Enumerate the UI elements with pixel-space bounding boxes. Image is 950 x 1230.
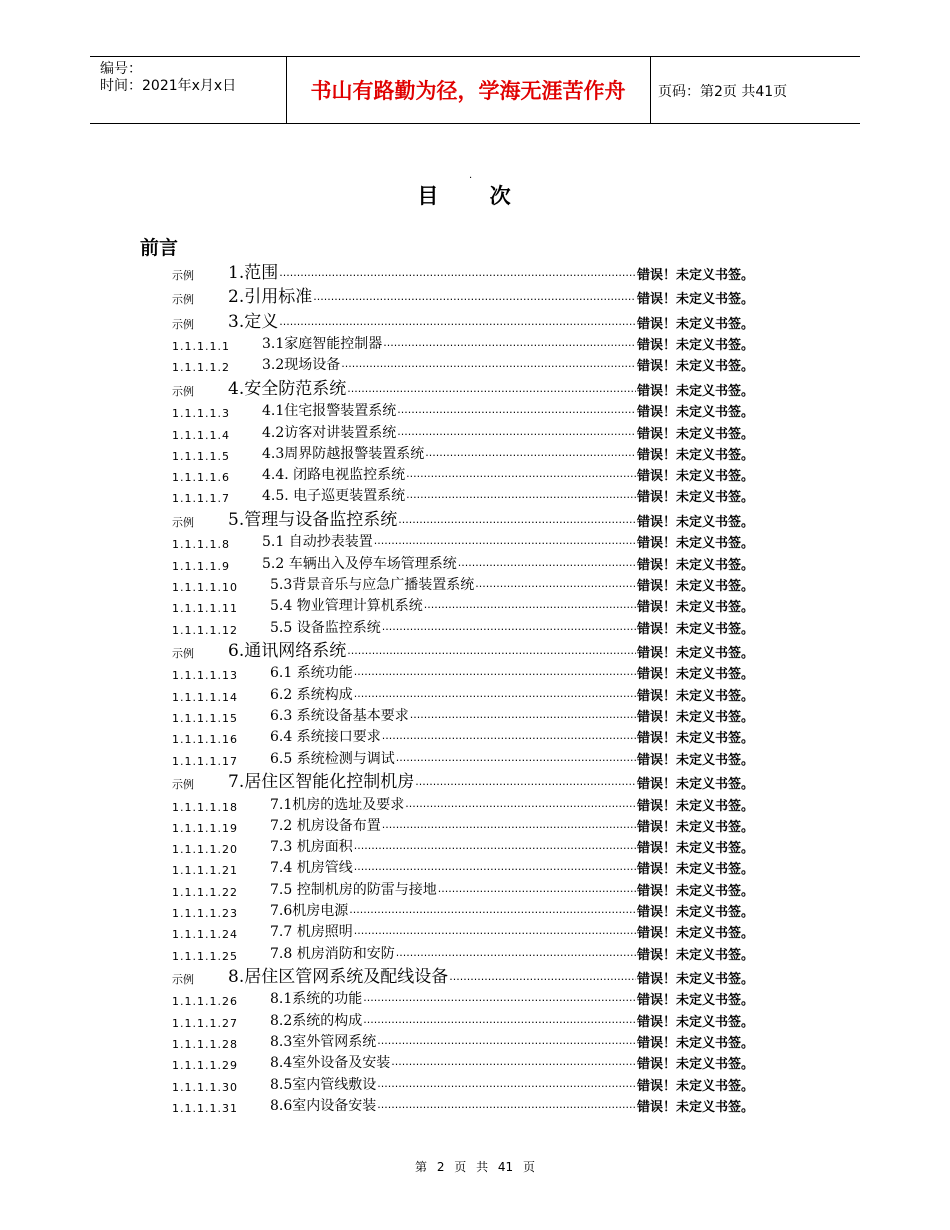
toc-entry-number: 1.1.1.1.1 xyxy=(172,340,230,354)
toc-entry-number: 1.1.1.1.23 xyxy=(172,906,238,920)
toc-entry-number: 1.1.1.1.31 xyxy=(172,1101,238,1115)
toc-entry-title: 2.引用标准 xyxy=(228,287,313,308)
toc-entry-title: 7.2 机房设备布置 xyxy=(270,817,381,834)
toc-entry-title: 8.6室内设备安装 xyxy=(270,1097,377,1114)
toc-leader-dots xyxy=(341,357,636,371)
toc-entry-number: 1.1.1.1.19 xyxy=(172,821,238,835)
toc-entry-error: 错误！未定义书签。 xyxy=(637,819,755,835)
toc-leader-dots xyxy=(406,467,636,481)
toc-leader-dots xyxy=(363,991,636,1005)
toc-entry-number: 1.1.1.1.26 xyxy=(172,995,238,1009)
toc-leader-dots xyxy=(347,382,636,396)
toc-entry-title: 8.4室外设备及安装 xyxy=(270,1055,391,1072)
toc-leader-dots xyxy=(349,903,636,917)
toc-entry-error: 错误！未定义书签。 xyxy=(637,578,755,594)
toc-entry[interactable] xyxy=(172,768,782,793)
toc-entry[interactable] xyxy=(172,594,782,615)
toc-entry-number: 1.1.1.1.7 xyxy=(172,492,230,506)
toc-entry[interactable] xyxy=(172,442,782,463)
toc-leader-dots xyxy=(425,446,636,460)
toc-entry-title: 3.2现场设备 xyxy=(262,357,341,374)
toc-entry[interactable] xyxy=(172,484,782,505)
toc-entry[interactable] xyxy=(172,374,782,399)
toc-entry-number: 1.1.1.1.2 xyxy=(172,361,230,375)
toc-entry-number: 1.1.1.1.20 xyxy=(172,843,238,857)
toc-leader-dots xyxy=(354,839,636,853)
toc-entry[interactable] xyxy=(172,835,782,856)
toc-entry[interactable] xyxy=(172,615,782,636)
toc-entry[interactable] xyxy=(172,637,782,662)
toc-leader-dots xyxy=(396,946,636,960)
toc-entry[interactable] xyxy=(172,1051,782,1072)
toc-entry-number: 1.1.1.1.21 xyxy=(172,864,238,878)
toc-entry-number: 1.1.1.1.5 xyxy=(172,449,230,463)
toc-entry[interactable] xyxy=(172,1072,782,1093)
toc-entry[interactable] xyxy=(172,920,782,941)
toc-entry-number: 示例 xyxy=(172,293,194,307)
toc-entry[interactable] xyxy=(172,530,782,551)
toc-entry-title: 5.2 车辆出入及停车场管理系统 xyxy=(262,555,457,572)
toc-entry[interactable] xyxy=(172,792,782,813)
toc-entry-title: 4.3周界防越报警装置系统 xyxy=(262,445,425,462)
toc-entry-error: 错误！未定义书签。 xyxy=(637,557,755,573)
toc-entry[interactable] xyxy=(172,399,782,420)
toc-entry[interactable] xyxy=(172,1030,782,1051)
toc-leader-dots xyxy=(377,1098,636,1112)
toc-leader-dots xyxy=(354,687,636,701)
toc-entry-error: 错误！未定义书签。 xyxy=(637,536,755,552)
toc-leader-dots xyxy=(354,924,636,938)
toc-entry[interactable] xyxy=(172,877,782,898)
toc-entry-error: 错误！未定义书签。 xyxy=(637,731,755,747)
toc-entry-title: 5.管理与设备监控系统 xyxy=(228,510,398,531)
toc-entry-title: 4.安全防范系统 xyxy=(228,378,347,399)
toc-entry[interactable] xyxy=(172,814,782,835)
toc-entry-title: 6.3 系统设备基本要求 xyxy=(270,708,409,725)
toc-entry-error: 错误！未定义书签。 xyxy=(637,426,755,442)
toc-leader-dots xyxy=(475,577,636,591)
toc-entry-title: 4.5. 电子巡更装置系统 xyxy=(262,488,406,505)
toc-entry[interactable] xyxy=(172,505,782,530)
toc-entry-title: 6.1 系统功能 xyxy=(270,665,353,682)
toc-entry-error: 错误！未定义书签。 xyxy=(637,798,755,814)
toc-entry-title: 7.3 机房面积 xyxy=(270,839,353,856)
toc-leader-dots xyxy=(424,598,636,612)
toc-leader-dots xyxy=(382,818,636,832)
toc-entry-number: 1.1.1.1.15 xyxy=(172,712,238,726)
toc-leader-dots xyxy=(374,534,636,548)
toc-entry-number: 1.1.1.1.12 xyxy=(172,623,238,637)
toc-entry-error: 错误！未定义书签。 xyxy=(637,338,755,354)
toc-entry-number: 示例 xyxy=(172,516,194,530)
toc-title: 目 次 xyxy=(417,183,533,208)
toc-entry-title: 7.4 机房管线 xyxy=(270,860,353,877)
toc-entry-title: 5.3背景音乐与应急广播装置系统 xyxy=(270,576,475,593)
toc-entry-error: 错误！未定义书签。 xyxy=(637,993,755,1009)
toc-entry-number: 1.1.1.1.4 xyxy=(172,428,230,442)
toc-leader-dots xyxy=(363,1013,636,1027)
toc-entry-title: 4.4. 闭路电视监控系统 xyxy=(262,467,406,484)
toc-entry-title: 5.1 自动抄表装置 xyxy=(262,534,373,551)
toc-entry-number: 1.1.1.1.22 xyxy=(172,885,238,899)
toc-entry-title: 3.定义 xyxy=(228,311,279,332)
toc-entry-title: 8.3室外管网系统 xyxy=(270,1034,377,1051)
toc-entry-number: 示例 xyxy=(172,778,194,792)
toc-leader-dots xyxy=(438,882,636,896)
toc-entry[interactable] xyxy=(172,463,782,484)
toc-entry-error: 错误！未定义书签。 xyxy=(637,1078,755,1094)
toc-entry-number: 1.1.1.1.3 xyxy=(172,407,230,421)
toc-leader-dots xyxy=(391,1055,636,1069)
toc-entry-error: 错误！未定义书签。 xyxy=(637,600,755,616)
toc-entry-title: 7.7 机房照明 xyxy=(270,924,353,941)
toc-leader-dots xyxy=(382,729,636,743)
toc-entry-title: 7.6机房电源 xyxy=(270,902,349,919)
toc-leader-dots xyxy=(396,751,636,765)
toc-leader-dots xyxy=(377,1034,636,1048)
toc-leader-dots xyxy=(410,708,636,722)
toc-leader-dots xyxy=(397,425,636,439)
toc-entry[interactable] xyxy=(172,332,782,353)
toc-entry-title: 7.居住区智能化控制机房 xyxy=(228,772,415,793)
toc-entry-number: 示例 xyxy=(172,384,194,398)
preface-heading: 前言 xyxy=(140,237,179,259)
toc-entry-number: 1.1.1.1.10 xyxy=(172,580,238,594)
toc-entry[interactable] xyxy=(172,420,782,441)
toc-entry[interactable] xyxy=(172,682,782,703)
toc-entry-number: 1.1.1.1.28 xyxy=(172,1038,238,1052)
toc-leader-dots xyxy=(279,315,636,329)
toc-entry-number: 示例 xyxy=(172,973,194,987)
toc-entry-title: 8.2系统的构成 xyxy=(270,1012,363,1029)
toc-entry[interactable] xyxy=(172,746,782,767)
toc-entry-error: 错误！未定义书签。 xyxy=(637,752,755,768)
toc-entry-number: 1.1.1.1.16 xyxy=(172,733,238,747)
toc-entry-number: 1.1.1.1.18 xyxy=(172,800,238,814)
toc-entry-title: 6.2 系统构成 xyxy=(270,686,353,703)
toc-entry-number: 1.1.1.1.11 xyxy=(172,602,238,616)
toc-entry-number: 1.1.1.1.9 xyxy=(172,559,230,573)
toc-entry[interactable] xyxy=(172,258,782,283)
toc-entry-number: 1.1.1.1.17 xyxy=(172,754,238,768)
toc-entry-title: 4.2访客对讲装置系统 xyxy=(262,424,397,441)
toc-entry-title: 6.5 系统检测与调试 xyxy=(270,750,395,767)
toc-entry-title: 8.1系统的功能 xyxy=(270,991,363,1008)
toc-entry-title: 5.4 物业管理计算机系统 xyxy=(270,598,423,615)
toc-entry[interactable] xyxy=(172,987,782,1008)
toc-leader-dots xyxy=(406,488,636,502)
toc-entry[interactable] xyxy=(172,963,782,988)
page-header xyxy=(90,56,860,124)
toc-entry-number: 1.1.1.1.14 xyxy=(172,690,238,704)
toc-entry-error: 错误！未定义书签。 xyxy=(637,267,755,283)
toc-entry-number: 1.1.1.1.27 xyxy=(172,1016,238,1030)
toc-leader-dots xyxy=(279,266,636,280)
toc-leader-dots xyxy=(405,797,636,811)
toc-entry-error: 错误！未定义书签。 xyxy=(637,777,755,793)
toc-entry-number: 1.1.1.1.30 xyxy=(172,1080,238,1094)
toc-entry-error: 错误！未定义书签。 xyxy=(637,359,755,375)
toc-entry-error: 错误！未定义书签。 xyxy=(637,383,755,399)
toc-entry-title: 8.5室内管线敷设 xyxy=(270,1076,377,1093)
toc-entry-error: 错误！未定义书签。 xyxy=(637,447,755,463)
toc-entry-error: 错误！未定义书签。 xyxy=(637,926,755,942)
toc-entry-error: 错误！未定义书签。 xyxy=(637,490,755,506)
toc-entry-error: 错误！未定义书签。 xyxy=(637,947,755,963)
toc-entry-error: 错误！未定义书签。 xyxy=(637,292,755,308)
toc-entry-number: 示例 xyxy=(172,317,194,331)
toc-entry[interactable] xyxy=(172,899,782,920)
toc-leader-dots xyxy=(382,620,636,634)
toc-entry-number: 1.1.1.1.6 xyxy=(172,471,230,485)
toc-leader-dots xyxy=(354,860,636,874)
page-footer: 第 2 页 共 41 页 xyxy=(415,1160,535,1174)
date-label: 时间：2021年x月x日 xyxy=(100,78,237,94)
code-label: 编号： xyxy=(100,61,142,77)
toc-leader-dots xyxy=(415,775,636,789)
toc-leader-dots xyxy=(397,403,636,417)
toc-entry-number: 1.1.1.1.13 xyxy=(172,669,238,683)
toc-entry-title: 6.4 系统接口要求 xyxy=(270,729,381,746)
toc-entry-number: 1.1.1.1.8 xyxy=(172,538,230,552)
toc-entry-number: 示例 xyxy=(172,647,194,661)
toc-entry-title: 5.5 设备监控系统 xyxy=(270,619,381,636)
toc-entry-error: 错误！未定义书签。 xyxy=(637,1036,755,1052)
toc-entry-title: 7.8 机房消防和安防 xyxy=(270,945,395,962)
toc-entry-error: 错误！未定义书签。 xyxy=(637,972,755,988)
header-motto: 书山有路勤为径，学海无涯苦作舟 xyxy=(286,57,651,123)
toc-entry-error: 错误！未定义书签。 xyxy=(637,883,755,899)
toc-list xyxy=(172,258,782,1115)
toc-entry-title: 1.范围 xyxy=(228,262,279,283)
header-meta xyxy=(90,57,287,123)
toc-entry[interactable] xyxy=(172,941,782,962)
toc-entry-error: 错误！未定义书签。 xyxy=(637,841,755,857)
toc-entry-error: 错误！未定义书签。 xyxy=(637,469,755,485)
stray-dot: . xyxy=(469,170,473,181)
toc-leader-dots xyxy=(377,1077,636,1091)
toc-entry-title: 7.1机房的选址及要求 xyxy=(270,796,405,813)
toc-entry-title: 7.5 控制机房的防雷与接地 xyxy=(270,881,437,898)
toc-entry[interactable] xyxy=(172,856,782,877)
toc-entry-title: 8.居住区管网系统及配线设备 xyxy=(228,967,449,988)
toc-entry-error: 错误！未定义书签。 xyxy=(637,1014,755,1030)
toc-leader-dots xyxy=(383,336,636,350)
toc-entry[interactable] xyxy=(172,307,782,332)
toc-entry[interactable] xyxy=(172,353,782,374)
toc-entry[interactable] xyxy=(172,1094,782,1115)
toc-entry-error: 错误！未定义书签。 xyxy=(637,1057,755,1073)
toc-entry[interactable] xyxy=(172,283,782,308)
toc-entry-number: 示例 xyxy=(172,268,194,282)
toc-entry-error: 错误！未定义书签。 xyxy=(637,667,755,683)
toc-entry[interactable] xyxy=(172,661,782,682)
toc-entry[interactable] xyxy=(172,573,782,594)
toc-leader-dots xyxy=(398,513,636,527)
toc-entry[interactable] xyxy=(172,725,782,746)
toc-entry[interactable] xyxy=(172,551,782,572)
toc-entry-error: 错误！未定义书签。 xyxy=(637,1099,755,1115)
toc-entry-title: 6.通讯网络系统 xyxy=(228,641,347,662)
toc-entry-error: 错误！未定义书签。 xyxy=(637,710,755,726)
toc-leader-dots xyxy=(354,665,636,679)
toc-entry-error: 错误！未定义书签。 xyxy=(637,904,755,920)
toc-entry-title: 4.1住宅报警装置系统 xyxy=(262,403,397,420)
toc-entry-number: 1.1.1.1.25 xyxy=(172,949,238,963)
toc-entry-error: 错误！未定义书签。 xyxy=(637,405,755,421)
toc-entry-error: 错误！未定义书签。 xyxy=(637,646,755,662)
toc-entry-error: 错误！未定义书签。 xyxy=(637,688,755,704)
toc-entry-number: 1.1.1.1.24 xyxy=(172,928,238,942)
toc-entry-error: 错误！未定义书签。 xyxy=(637,862,755,878)
toc-leader-dots xyxy=(313,290,636,304)
toc-entry-title: 3.1家庭智能控制器 xyxy=(262,336,383,353)
toc-entry[interactable] xyxy=(172,1008,782,1029)
toc-leader-dots xyxy=(449,970,636,984)
toc-entry-number: 1.1.1.1.29 xyxy=(172,1059,238,1073)
toc-entry-error: 错误！未定义书签。 xyxy=(637,621,755,637)
toc-entry[interactable] xyxy=(172,704,782,725)
toc-leader-dots xyxy=(347,644,636,658)
toc-entry-error: 错误！未定义书签。 xyxy=(637,316,755,332)
toc-entry-error: 错误！未定义书签。 xyxy=(637,515,755,531)
toc-leader-dots xyxy=(458,556,636,570)
header-page-info: 页码：第2页 共41页 xyxy=(658,84,788,100)
